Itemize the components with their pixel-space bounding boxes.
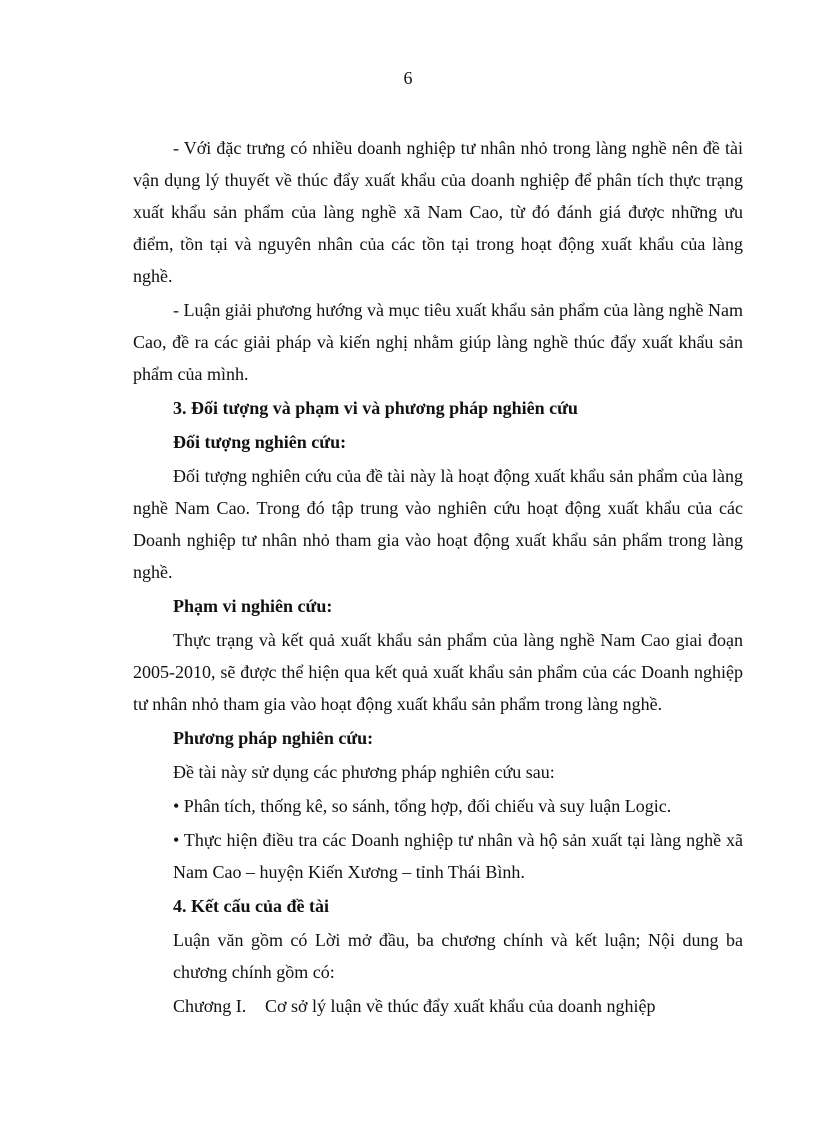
paragraph-objective-1: - Với đặc trưng có nhiều doanh nghiệp tư nhân nhỏ trong làng nghề nên đề tài vận dụng lý thuyết về thúc đẩy xuất khẩu của doanh nghiệp để phân tích thực trạng xuất khẩu sản phẩm của làng nghề xã Nam Cao, từ đó đánh giá được những ưu điểm, tồn tại và nguyên nhân của các tồn tại trong hoạt động xuất khẩu của làng nghề. — [133, 138, 743, 286]
chapter-label: Chương I. — [173, 996, 247, 1016]
bullet-item-2 — [173, 824, 743, 888]
chapter-title: Cơ sở lý luận về thúc đẩy xuất khẩu của doanh nghiệp — [265, 996, 656, 1016]
paragraph-research-method: Đề tài này sử dụng các phương pháp nghiên cứu sau: — [173, 762, 555, 782]
paragraph-research-object: Đối tượng nghiên cứu của đề tài này là hoạt động xuất khẩu sản phẩm của làng nghề Nam Cao. Trong đó tập trung vào nghiên cứu hoạt động xuất khẩu của các Doanh nghiệp tư nhân nhỏ tham gia vào hoạt động xuất khẩu sản phẩm trong làng nghề. — [133, 466, 743, 582]
paragraph-objective-2: - Luận giải phương hướng và mục tiêu xuất khẩu sản phẩm của làng nghề Nam Cao, đề ra các giải pháp và kiến nghị nhằm giúp làng nghề thúc đẩy xuất khẩu sản phẩm của mình. — [133, 300, 743, 384]
paragraph-structure: Luận văn gồm có Lời mở đầu, ba chương chính và kết luận; Nội dung ba chương chính gồm có: — [173, 930, 743, 982]
subheading-research-method: Phương pháp nghiên cứu: — [173, 728, 374, 748]
section-heading-3: 3. Đối tượng và phạm vi và phương pháp nghiên cứu — [173, 398, 578, 418]
page-number: 6 — [403, 68, 413, 88]
section-heading-4: 4. Kết cấu của đề tài — [173, 896, 329, 916]
bullet-item-1: • Phân tích, thống kê, so sánh, tổng hợp, đối chiếu và suy luận Logic. — [173, 796, 672, 816]
subheading-research-scope: Phạm vi nghiên cứu: — [173, 596, 333, 616]
page-body — [133, 132, 743, 1022]
paragraph-research-scope: Thực trạng và kết quả xuất khẩu sản phẩm của làng nghề Nam Cao giai đoạn 2005-2010, sẽ được thể hiện qua kết quả xuất khẩu sản phẩm của các Doanh nghiệp tư nhân nhỏ tham gia vào hoạt động xuất khẩu sản phẩm trong làng nghề. — [133, 630, 743, 714]
bullet-item-2-text: • Thực hiện điều tra các Doanh nghiệp tư nhân và hộ sản xuất tại làng nghề xã Nam Cao – huyện Kiến Xương – tỉnh Thái Bình. — [173, 830, 743, 882]
chapter-entry-1 — [173, 990, 743, 1022]
subheading-research-object: Đối tượng nghiên cứu: — [173, 432, 347, 452]
